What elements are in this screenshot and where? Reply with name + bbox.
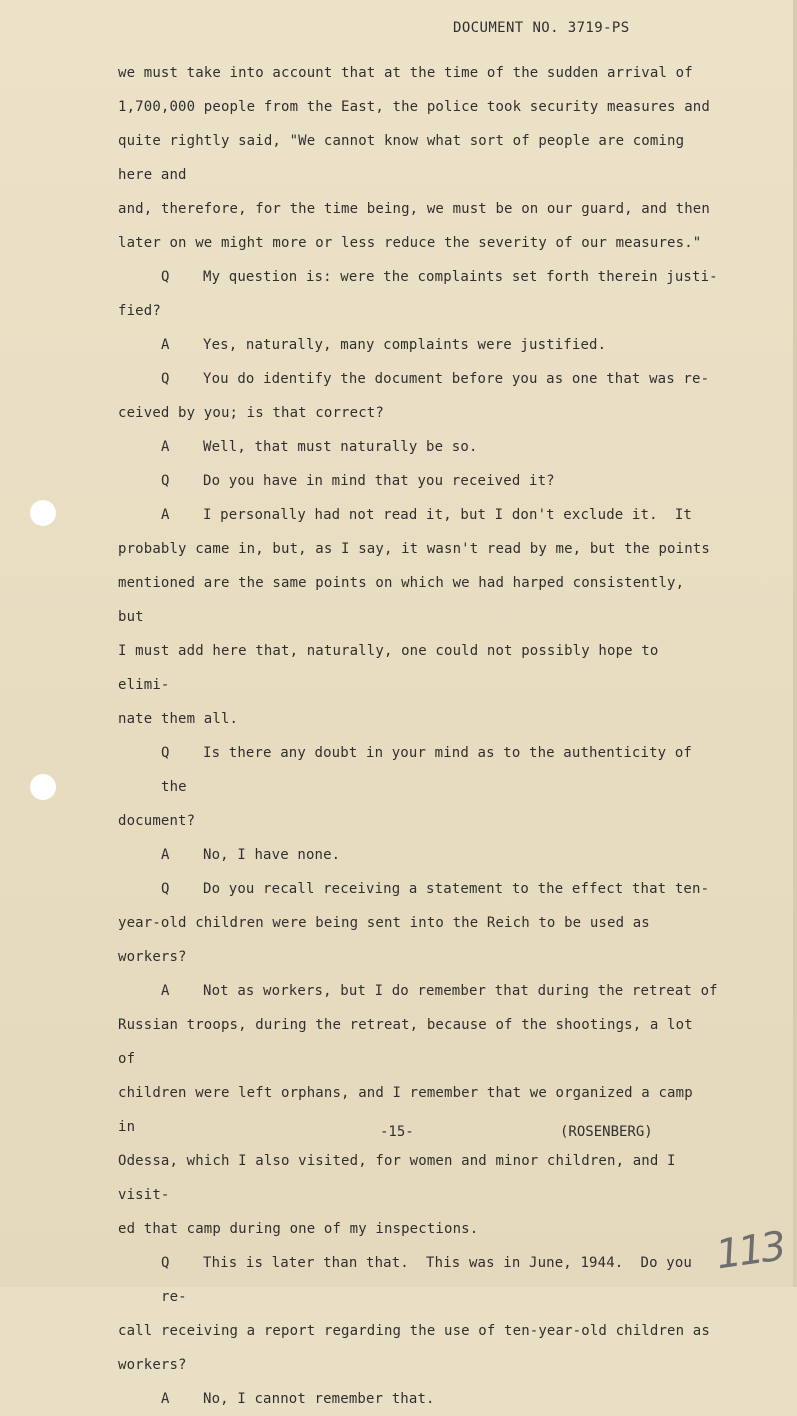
opening-paragraph	[118, 56, 718, 260]
text-line: ed that camp during one of my inspections.	[118, 1221, 479, 1237]
qa-exchange	[118, 498, 718, 736]
text-line: A I personally had not read it, but I don't exclude it. It	[118, 498, 718, 532]
text-line: Russian troops, during the retreat, because of the shootings, a lot of	[118, 1017, 702, 1067]
text-line: Q My question is: were the complaints set forth therein justi-	[118, 260, 718, 294]
speaker-label: Q	[161, 269, 170, 285]
text-line: 1,700,000 people from the East, the police took security measures and	[118, 99, 710, 115]
qa-exchange	[118, 974, 718, 1246]
qa-exchange	[118, 1246, 718, 1382]
text-line: year-old children were being sent into the Reich to be used as workers?	[118, 915, 659, 965]
page-number: -15-	[380, 1124, 414, 1140]
text-line: document?	[118, 813, 196, 829]
text-line: Odessa, which I also visited, for women and minor children, and I visit-	[118, 1153, 685, 1203]
punch-hole-bottom	[30, 774, 56, 800]
qa-exchange	[118, 362, 718, 430]
text-line: children were left orphans, and I remember that we organized a camp in	[118, 1085, 702, 1135]
text-line: A Not as workers, but I do remember that during the retreat of	[118, 974, 718, 1008]
document-number: DOCUMENT NO. 3719-PS	[453, 20, 630, 36]
speaker-label: A	[161, 1391, 170, 1407]
text-line: I must add here that, naturally, one could not possibly hope to elimi-	[118, 643, 668, 693]
text-line: Q This is later than that. This was in June, 1944. Do you re-	[118, 1246, 718, 1314]
text-line: quite rightly said, "We cannot know what sort of people are coming here and	[118, 133, 693, 183]
text-line: later on we might more or less reduce the severity of our measures."	[118, 235, 702, 251]
text-line: A Yes, naturally, many complaints were justified.	[118, 328, 718, 362]
text-line: fied?	[118, 303, 161, 319]
handwritten-page-number: 113	[713, 1223, 787, 1279]
text-line: Q Do you recall receiving a statement to the effect that ten-	[118, 872, 718, 906]
text-line: A No, I cannot remember that.	[118, 1382, 718, 1416]
text-line: we must take into account that at the time of the sudden arrival of	[118, 65, 693, 81]
qa-exchange	[118, 872, 718, 974]
speaker-label: A	[161, 983, 170, 999]
qa-exchange	[118, 1382, 718, 1416]
speaker-label: Q	[161, 473, 170, 489]
text-line: Q Do you have in mind that you received it?	[118, 464, 718, 498]
speaker-label: Q	[161, 371, 170, 387]
speaker-label: Q	[161, 881, 170, 897]
speaker-label: A	[161, 439, 170, 455]
punch-hole-top	[30, 500, 56, 526]
text-line: Q Is there any doubt in your mind as to the authenticity of the	[118, 736, 718, 804]
footer-name: (ROSENBERG)	[560, 1124, 653, 1140]
speaker-label: A	[161, 337, 170, 353]
text-line: probably came in, but, as I say, it wasn't read by me, but the points	[118, 541, 710, 557]
qa-exchange	[118, 260, 718, 328]
page-edge	[793, 0, 797, 1287]
qa-exchange	[118, 838, 718, 872]
text-line: and, therefore, for the time being, we must be on our guard, and then	[118, 201, 710, 217]
qa-exchange	[118, 430, 718, 464]
speaker-label: A	[161, 847, 170, 863]
text-line: call receiving a report regarding the use of ten-year-old children as	[118, 1323, 710, 1339]
transcript-body	[118, 56, 718, 1416]
text-line: Q You do identify the document before you as one that was re-	[118, 362, 718, 396]
speaker-label: Q	[161, 1255, 170, 1271]
qa-exchange	[118, 736, 718, 838]
text-line: mentioned are the same points on which we had harped consistently, but	[118, 575, 693, 625]
text-line: A No, I have none.	[118, 838, 718, 872]
text-line: nate them all.	[118, 711, 239, 727]
speaker-label: A	[161, 507, 170, 523]
text-line: A Well, that must naturally be so.	[118, 430, 718, 464]
qa-exchange	[118, 464, 718, 498]
speaker-label: Q	[161, 745, 170, 761]
text-line: workers?	[118, 1357, 187, 1373]
qa-exchange	[118, 328, 718, 362]
text-line: ceived by you; is that correct?	[118, 405, 384, 421]
